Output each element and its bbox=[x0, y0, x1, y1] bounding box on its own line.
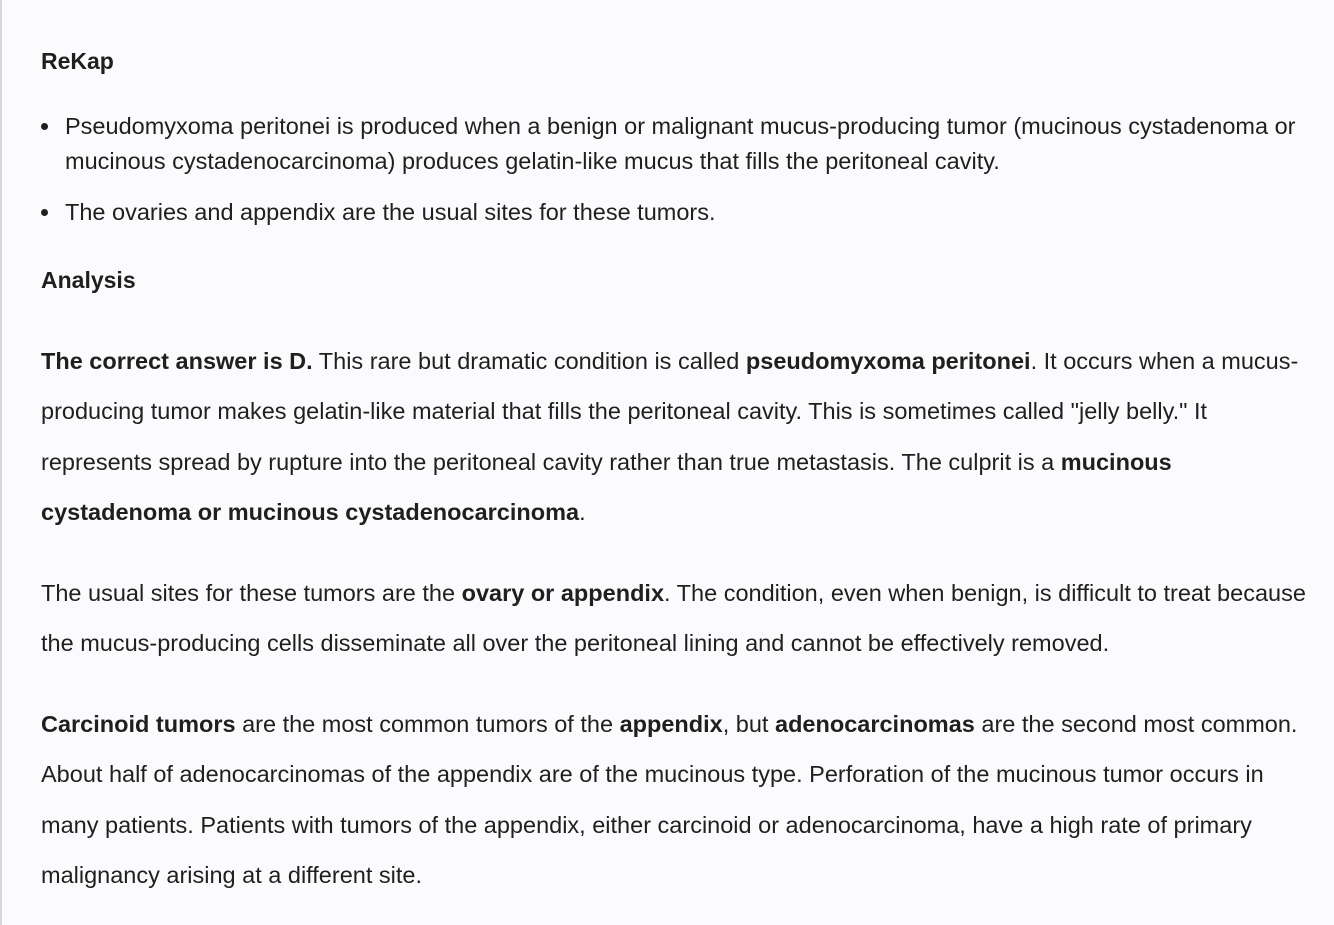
analysis-paragraph-answer bbox=[41, 336, 1316, 537]
left-border-divider bbox=[0, 0, 2, 925]
paragraph-text: The usual sites for these tumors are the bbox=[41, 580, 462, 606]
bullet-dot-icon bbox=[41, 209, 48, 216]
paragraph-text: are the second most common. About half of adenocarcinomas of the appendix are of the mucinous type. Perforation of the mucinous tumor occurs in many patients. Patients with tumors of the appendix, either carcinoid or adenocarcinoma, have a high rate of primary malignancy arising at a different site. bbox=[41, 711, 1298, 888]
paragraph-text: are the most common tumors of the bbox=[235, 711, 620, 737]
analysis-paragraph-appendix bbox=[41, 699, 1316, 900]
paragraph-text: , but bbox=[722, 711, 775, 737]
bullet-dot-icon bbox=[41, 123, 48, 130]
correct-answer-text: The correct answer is D. bbox=[41, 348, 313, 374]
rekap-bullet-item bbox=[41, 109, 1301, 179]
bold-term: pseudomyxoma peritonei bbox=[745, 348, 1031, 374]
analysis-paragraph-sites bbox=[41, 568, 1316, 669]
rekap-bullet-text: Pseudomyxoma peritonei is produced when a benign or malignant mucus-producing tumor (mucinous cystadenoma or mucinous cystadenocarcinoma) produces gelatin-like mucus that fills the peritoneal cavity. bbox=[65, 113, 1296, 174]
bold-term: mucinous cystadenoma or mucinous cystadenocarcinoma bbox=[41, 448, 1172, 525]
rekap-bullet-text: The ovaries and appendix are the usual sites for these tumors. bbox=[65, 199, 716, 225]
paragraph-text: . bbox=[579, 498, 586, 525]
bold-term: Carcinoid tumors bbox=[41, 711, 236, 737]
bold-term: ovary or appendix bbox=[461, 580, 665, 606]
analysis-heading: Analysis bbox=[41, 267, 136, 293]
paragraph-text: . It occurs when a mucus-producing tumor makes gelatin-like material that fills the peritoneal cavity. This is sometimes called "jelly belly." It represents spread by rupture into the peritoneal cavity rather than true metastasis. The culprit is a bbox=[41, 348, 1299, 475]
rekap-bullet-item bbox=[41, 195, 1301, 230]
bold-term: adenocarcinomas bbox=[775, 711, 975, 737]
bold-term: appendix bbox=[619, 711, 723, 737]
rekap-heading: ReKap bbox=[41, 48, 114, 74]
paragraph-text: . The condition, even when benign, is difficult to treat because the mucus-producing cells disseminate all over the peritoneal lining and cannot be effectively removed. bbox=[41, 580, 1306, 657]
paragraph-text: This rare but dramatic condition is called bbox=[312, 348, 746, 374]
